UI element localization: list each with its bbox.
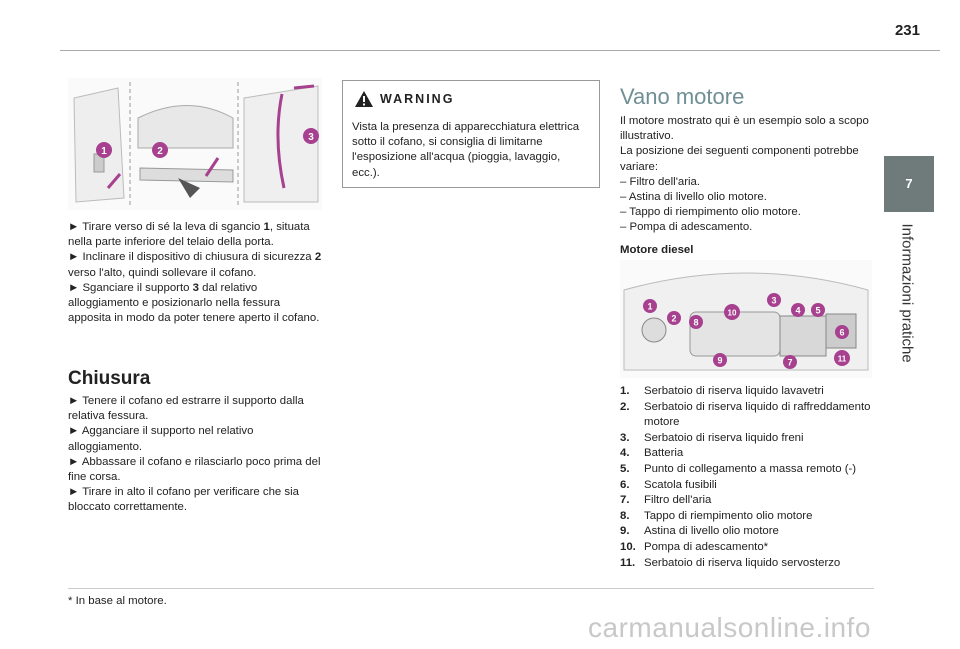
list-item: 2. Serbatoio di riserva liquido di raffreddamento motore <box>620 400 871 429</box>
vano-motore-title: Vano motore <box>620 84 745 109</box>
list-item: 9. Astina di livello olio motore <box>620 525 779 538</box>
warning-triangle-icon <box>354 90 374 108</box>
hood-opening-figure <box>68 78 322 210</box>
svg-text:6: 6 <box>839 327 845 338</box>
engine-callout-5 <box>811 303 825 317</box>
chapter-title: Informazioni pratiche <box>898 223 916 363</box>
variable-item: – Astina di livello olio motore. <box>620 191 767 204</box>
figure-callout-2-label: 2 <box>157 146 163 157</box>
engine-callout-4 <box>791 303 805 317</box>
engine-callout-10 <box>724 304 740 320</box>
vano-intro <box>620 114 878 236</box>
engine-callout-1 <box>643 299 657 313</box>
warning-text: Vista la presenza di apparecchiatura elettrica sotto il cofano, si consiglia di limitarne l'esposizione all'acqua (pioggia, lavaggio, ecc.). <box>352 121 580 179</box>
motore-diesel-heading: Motore diesel <box>620 244 694 256</box>
engine-callout-7 <box>783 355 797 369</box>
watermark: carmanualsonline.info <box>588 612 871 643</box>
intro-line: La posizione dei seguenti componenti potrebbe variare: <box>620 145 859 173</box>
svg-text:10: 10 <box>727 308 737 318</box>
warning-title: WARNING <box>380 92 455 106</box>
engine-callout-8 <box>689 315 703 329</box>
variable-item: – Pompa di adescamento. <box>620 221 753 234</box>
component-list <box>620 384 880 571</box>
engine-callout-11 <box>834 350 850 366</box>
list-item: 4. Batteria <box>620 447 684 460</box>
chiusura-heading: Chiusura <box>68 368 151 389</box>
variable-item: – Filtro dell'aria. <box>620 175 701 188</box>
chapter-title-wrapper <box>892 222 916 382</box>
engine-callout-3 <box>767 293 781 307</box>
figure-callout-1-label: 1 <box>101 146 107 157</box>
svg-text:4: 4 <box>795 305 801 316</box>
svg-text:11: 11 <box>837 354 847 364</box>
variable-item: – Tappo di riempimento olio motore. <box>620 206 801 219</box>
engine-bay-figure <box>620 260 872 378</box>
list-item: 7. Filtro dell'aria <box>620 494 712 507</box>
list-item: 3. Serbatoio di riserva liquido freni <box>620 431 804 444</box>
svg-text:3: 3 <box>771 295 777 306</box>
svg-text:8: 8 <box>693 317 699 328</box>
chiusura-step: ► Tirare in alto il cofano per verificare che sia bloccato correttamente. <box>68 485 326 515</box>
engine-callout-2 <box>667 311 681 325</box>
chiusura-steps <box>68 394 326 516</box>
list-item: 10. Pompa di adescamento* <box>620 540 769 553</box>
list-item: 8. Tappo di riempimento olio motore <box>620 509 813 522</box>
chapter-tab[interactable]: 7 <box>884 156 934 212</box>
step-1: ► Tirare verso di sé la leva di sgancio 1, situata nella parte inferiore del telaio della porta. <box>68 220 326 250</box>
svg-text:1: 1 <box>647 301 653 312</box>
step-3: ► Sganciare il supporto 3 dal relativo alloggiamento e posizionarlo nella fessura apposita in modo da poter tenere aperto il cofano. <box>68 281 326 327</box>
footnote-divider <box>68 588 874 589</box>
step-2: ► Inclinare il dispositivo di chiusura di sicurezza 2 verso l'alto, quindi sollevare il cofano. <box>68 250 326 280</box>
list-item: 5. Punto di collegamento a massa remoto (-) <box>620 462 857 475</box>
svg-text:5: 5 <box>815 305 821 316</box>
chiusura-step: ► Tenere il cofano ed estrarre il supporto dalla relativa fessura. <box>68 394 326 424</box>
engine-callout-9 <box>713 353 727 367</box>
chiusura-step: ► Abbassare il cofano e rilasciarlo poco prima del fine corsa. <box>68 455 326 485</box>
footnote: * In base al motore. <box>68 595 167 607</box>
engine-callout-6 <box>835 325 849 339</box>
figure-callout-3-label: 3 <box>308 132 314 143</box>
list-item: 11. Serbatoio di riserva liquido servosterzo <box>620 556 841 569</box>
svg-text:7: 7 <box>787 357 793 368</box>
top-divider <box>60 50 940 51</box>
svg-text:2: 2 <box>671 313 677 324</box>
chiusura-step: ► Agganciare il supporto nel relativo alloggiamento. <box>68 424 326 454</box>
intro-line: Il motore mostrato qui è un esempio solo a scopo illustrativo. <box>620 115 869 143</box>
svg-text:9: 9 <box>717 355 723 366</box>
list-item: 1. Serbatoio di riserva liquido lavavetri <box>620 385 824 397</box>
page-number: 231 <box>894 22 920 39</box>
list-item: 6. Scatola fusibili <box>620 478 717 491</box>
opening-steps <box>68 220 326 326</box>
